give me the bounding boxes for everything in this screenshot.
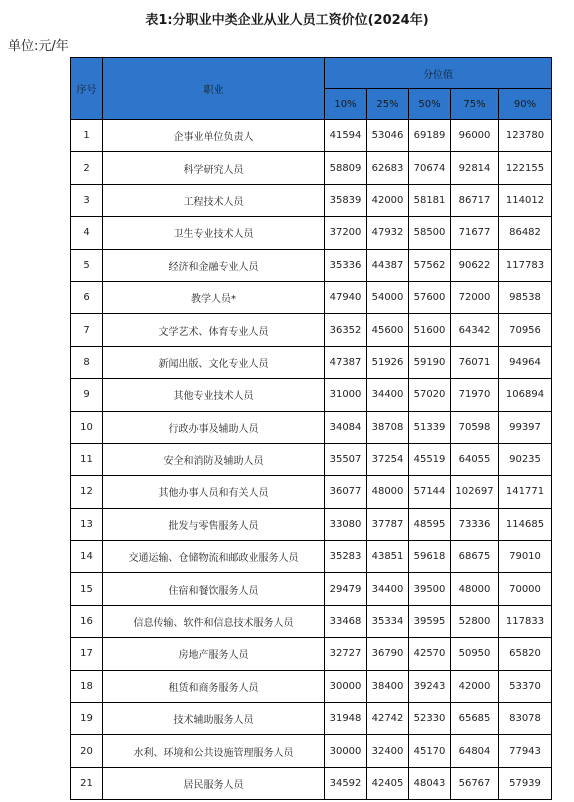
cell-p10: 36077 [325,476,367,508]
cell-occupation: 行政办事及辅助人员 [103,411,325,443]
cell-no: 17 [71,638,103,670]
cell-p25: 32400 [367,735,409,767]
unit-label: 单位:元/年 [8,39,69,54]
cell-p90: 86482 [499,217,552,249]
cell-occupation: 交通运输、仓储物流和邮政业服务人员 [103,541,325,573]
cell-p90: 90235 [499,443,552,475]
cell-p50: 45170 [409,735,451,767]
cell-p25: 42405 [367,767,409,799]
cell-p10: 35336 [325,249,367,281]
cell-p90: 114012 [499,184,552,216]
table-row [71,281,552,313]
cell-occupation: 技术辅助服务人员 [103,703,325,735]
cell-p50: 59618 [409,541,451,573]
header-p25: 25% [367,89,409,120]
cell-p75: 48000 [451,573,499,605]
table-row [71,703,552,735]
cell-no: 19 [71,703,103,735]
cell-p50: 57020 [409,379,451,411]
cell-no: 18 [71,670,103,702]
cell-p90: 141771 [499,476,552,508]
cell-p50: 51600 [409,314,451,346]
cell-no: 14 [71,541,103,573]
cell-p10: 30000 [325,670,367,702]
cell-p90: 83078 [499,703,552,735]
table-row [71,249,552,281]
cell-p75: 65685 [451,703,499,735]
cell-p90: 53370 [499,670,552,702]
cell-p75: 96000 [451,120,499,152]
cell-no: 13 [71,508,103,540]
cell-no: 7 [71,314,103,346]
cell-p10: 30000 [325,735,367,767]
cell-p75: 52800 [451,605,499,637]
cell-no: 4 [71,217,103,249]
cell-p50: 39595 [409,605,451,637]
cell-p10: 34592 [325,767,367,799]
cell-no: 2 [71,152,103,184]
cell-p75: 72000 [451,281,499,313]
header-occupation: 职业 [103,58,325,120]
table-row [71,508,552,540]
header-no: 序号 [71,58,103,120]
cell-p50: 70674 [409,152,451,184]
cell-p10: 33468 [325,605,367,637]
table-row [71,767,552,799]
cell-p25: 37787 [367,508,409,540]
table-row [71,670,552,702]
cell-p75: 42000 [451,670,499,702]
table-row [71,379,552,411]
table-row [71,346,552,378]
cell-occupation: 经济和金融专业人员 [103,249,325,281]
cell-p90: 98538 [499,281,552,313]
cell-p90: 94964 [499,346,552,378]
cell-p90: 70956 [499,314,552,346]
cell-p50: 39500 [409,573,451,605]
cell-p50: 52330 [409,703,451,735]
cell-p10: 35507 [325,443,367,475]
table-row [71,605,552,637]
cell-p75: 64342 [451,314,499,346]
cell-p75: 64804 [451,735,499,767]
header-p50: 50% [409,89,451,120]
cell-p50: 57562 [409,249,451,281]
cell-p25: 34400 [367,379,409,411]
cell-p75: 71970 [451,379,499,411]
cell-occupation: 教学人员* [103,281,325,313]
cell-p50: 48043 [409,767,451,799]
cell-p25: 42000 [367,184,409,216]
cell-p90: 99397 [499,411,552,443]
cell-p90: 122155 [499,152,552,184]
cell-p50: 59190 [409,346,451,378]
cell-no: 15 [71,573,103,605]
table-row [71,120,552,152]
table-row [71,443,552,475]
cell-p25: 42742 [367,703,409,735]
cell-p10: 31000 [325,379,367,411]
cell-p25: 35334 [367,605,409,637]
cell-occupation: 水利、环境和公共设施管理服务人员 [103,735,325,767]
cell-occupation: 其他办事人员和有关人员 [103,476,325,508]
cell-p50: 58181 [409,184,451,216]
header-p10: 10% [325,89,367,120]
table-row [71,152,552,184]
cell-occupation: 居民服务人员 [103,767,325,799]
cell-p25: 47932 [367,217,409,249]
cell-p75: 86717 [451,184,499,216]
cell-p25: 36790 [367,638,409,670]
cell-occupation: 新闻出版、文化专业人员 [103,346,325,378]
cell-no: 8 [71,346,103,378]
cell-p10: 33080 [325,508,367,540]
cell-p50: 51339 [409,411,451,443]
cell-p10: 47387 [325,346,367,378]
cell-p75: 64055 [451,443,499,475]
cell-p90: 117783 [499,249,552,281]
cell-p90: 114685 [499,508,552,540]
cell-p75: 73336 [451,508,499,540]
cell-p10: 29479 [325,573,367,605]
cell-occupation: 住宿和餐饮服务人员 [103,573,325,605]
header-percentile-group: 分位值 [325,58,552,89]
cell-p75: 76071 [451,346,499,378]
cell-no: 16 [71,605,103,637]
cell-p90: 57939 [499,767,552,799]
cell-p10: 58809 [325,152,367,184]
table-row [71,476,552,508]
cell-p90: 106894 [499,379,552,411]
table-title: 表1:分职业中类企业从业人员工资价位(2024年) [145,13,429,28]
cell-p50: 57144 [409,476,451,508]
cell-p50: 39243 [409,670,451,702]
table-row [71,411,552,443]
cell-p75: 56767 [451,767,499,799]
cell-no: 11 [71,443,103,475]
cell-no: 3 [71,184,103,216]
table-row [71,314,552,346]
cell-occupation: 信息传输、软件和信息技术服务人员 [103,605,325,637]
cell-p90: 117833 [499,605,552,637]
cell-p25: 38400 [367,670,409,702]
cell-p75: 102697 [451,476,499,508]
cell-p75: 71677 [451,217,499,249]
cell-p25: 54000 [367,281,409,313]
cell-p75: 70598 [451,411,499,443]
cell-no: 20 [71,735,103,767]
cell-p10: 37200 [325,217,367,249]
cell-p25: 45600 [367,314,409,346]
cell-p90: 70000 [499,573,552,605]
table-row [71,217,552,249]
cell-p50: 69189 [409,120,451,152]
cell-p90: 77943 [499,735,552,767]
cell-p10: 41594 [325,120,367,152]
cell-p10: 35283 [325,541,367,573]
cell-no: 6 [71,281,103,313]
cell-p50: 42570 [409,638,451,670]
cell-occupation: 安全和消防及辅助人员 [103,443,325,475]
cell-p75: 68675 [451,541,499,573]
cell-p50: 45519 [409,443,451,475]
table-header [71,58,552,120]
wage-table [70,57,552,800]
cell-p25: 51926 [367,346,409,378]
cell-p10: 47940 [325,281,367,313]
cell-no: 1 [71,120,103,152]
cell-p10: 31948 [325,703,367,735]
cell-occupation: 租赁和商务服务人员 [103,670,325,702]
table-row [71,541,552,573]
cell-occupation: 工程技术人员 [103,184,325,216]
table-row [71,638,552,670]
cell-p90: 65820 [499,638,552,670]
cell-p10: 34084 [325,411,367,443]
header-p75: 75% [451,89,499,120]
cell-p25: 34400 [367,573,409,605]
cell-occupation: 企事业单位负责人 [103,120,325,152]
table-row [71,735,552,767]
cell-p10: 32727 [325,638,367,670]
cell-no: 5 [71,249,103,281]
cell-p25: 62683 [367,152,409,184]
table-row [71,184,552,216]
cell-p10: 36352 [325,314,367,346]
cell-p25: 43851 [367,541,409,573]
cell-p50: 57600 [409,281,451,313]
cell-occupation: 房地产服务人员 [103,638,325,670]
cell-occupation: 其他专业技术人员 [103,379,325,411]
cell-no: 21 [71,767,103,799]
cell-p90: 123780 [499,120,552,152]
cell-p25: 53046 [367,120,409,152]
cell-p75: 50950 [451,638,499,670]
cell-occupation: 卫生专业技术人员 [103,217,325,249]
cell-p25: 44387 [367,249,409,281]
cell-p25: 37254 [367,443,409,475]
cell-p25: 38708 [367,411,409,443]
table-body [71,120,552,800]
cell-no: 10 [71,411,103,443]
cell-occupation: 批发与零售服务人员 [103,508,325,540]
cell-p75: 92814 [451,152,499,184]
cell-no: 9 [71,379,103,411]
cell-p90: 79010 [499,541,552,573]
header-p90: 90% [499,89,552,120]
cell-p50: 48595 [409,508,451,540]
cell-occupation: 科学研究人员 [103,152,325,184]
cell-p10: 35839 [325,184,367,216]
table-row [71,573,552,605]
cell-no: 12 [71,476,103,508]
cell-p75: 90622 [451,249,499,281]
cell-occupation: 文学艺术、体育专业人员 [103,314,325,346]
cell-p50: 58500 [409,217,451,249]
cell-p25: 48000 [367,476,409,508]
